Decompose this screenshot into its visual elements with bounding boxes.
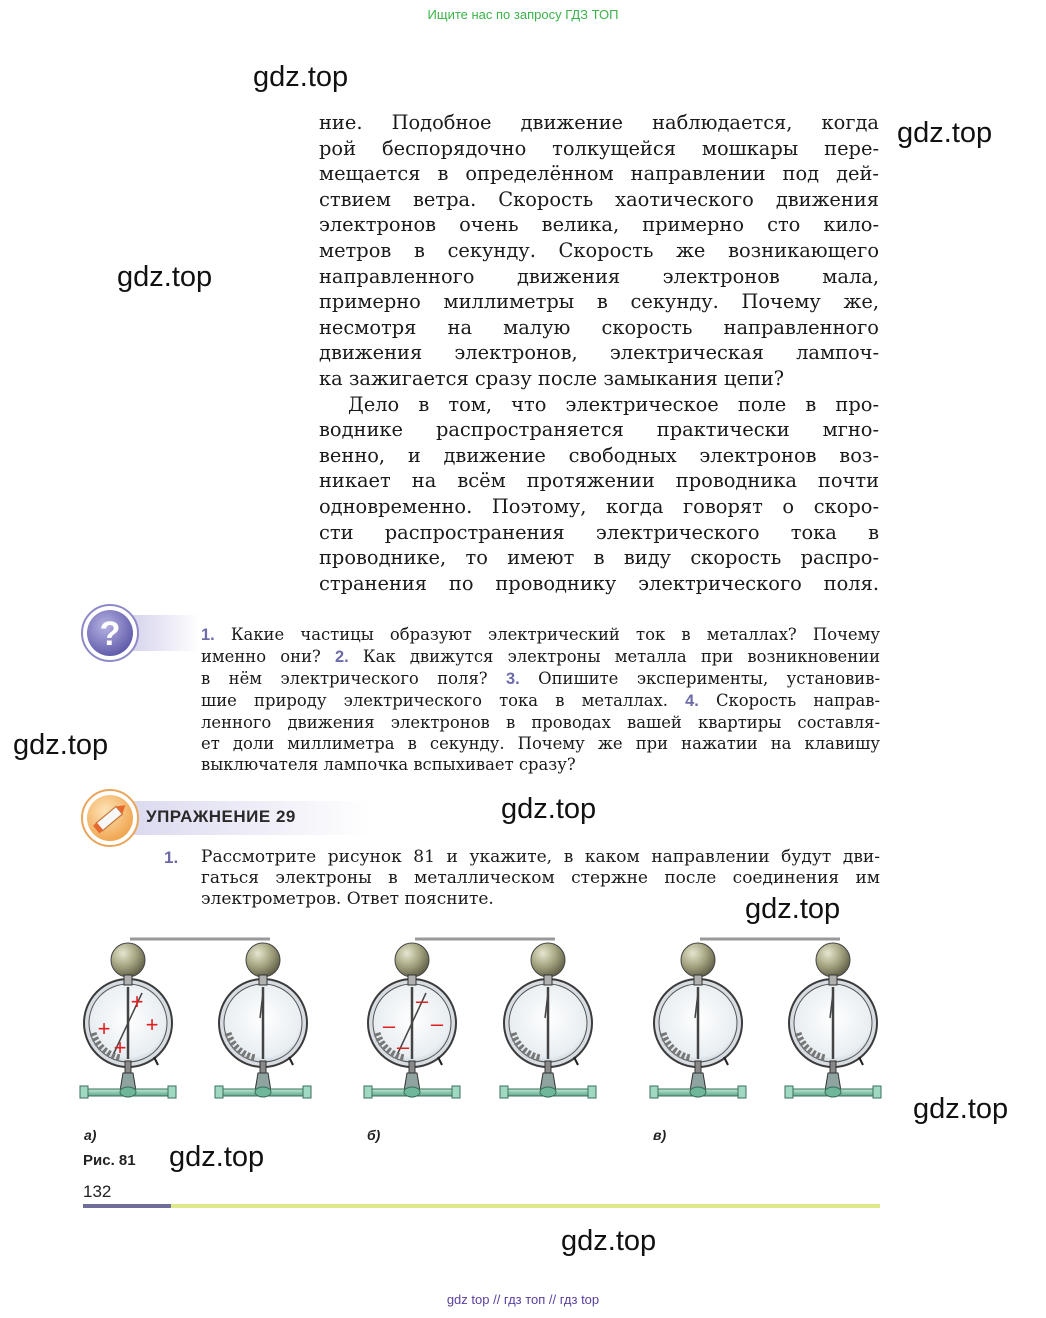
text-line: ствием ветра. Скорость хаотического движения — [319, 187, 879, 211]
question-number: 3. — [506, 670, 520, 688]
question-text: именно они? — [201, 647, 321, 666]
exercise-line: Рассмотрите рисунок 81 и укажите, в каком направлении будут дви- — [201, 847, 880, 867]
text-line: примерно миллиметры в секунду. Почему же, — [319, 290, 879, 314]
text-line: странения по проводнику электрического поля. — [319, 571, 879, 595]
svg-text:+: + — [97, 1016, 111, 1041]
question-text: Какие частицы образуют электрический ток в металлах? Почему — [230, 625, 880, 644]
question-number: 4. — [685, 692, 699, 710]
watermark: gdz.top — [897, 117, 993, 149]
footer-links: gdz top // гдз топ // гдз top — [446, 1292, 600, 1307]
svg-text:+: + — [113, 1035, 127, 1060]
text-line: Дело в том, что электрическое поле в про- — [348, 392, 879, 416]
svg-text:–: – — [396, 1034, 410, 1059]
watermark: gdz.top — [253, 61, 349, 93]
page-rule-dark — [83, 1204, 171, 1208]
exercise-line: электрометров. Ответ поясните. — [201, 889, 494, 909]
exercise-line: гаться электроны в металлическом стержне после соединения им — [201, 868, 880, 888]
electrometer-pair-c — [650, 939, 881, 1098]
text-line: метров в секунду. Скорость же возникающего — [319, 238, 879, 262]
question-number: 1. — [201, 626, 215, 644]
electrometer-c1 — [650, 943, 746, 1098]
text-line: мещается в определённом направлении под дей- — [319, 162, 879, 186]
watermark: gdz.top — [501, 793, 597, 825]
watermark: gdz.top — [169, 1141, 265, 1173]
question-text: выключателя лампочка вспыхивает сразу? — [201, 755, 576, 774]
text-line: воднике распространяется практически мгно- — [319, 418, 879, 442]
question-text: Опишите эксперименты, установив- — [538, 669, 880, 688]
questions-block — [201, 624, 880, 775]
figure-label-c: в) — [653, 1127, 667, 1143]
text-line: венно, и движение свободных электронов воз- — [319, 443, 879, 467]
svg-text:–: – — [430, 1011, 444, 1036]
exercise-number — [164, 847, 178, 869]
question-text: Как движутся электроны металла при возникновении — [362, 647, 880, 666]
text-line: ка зажигается сразу после замыкания цепи? — [319, 366, 785, 390]
svg-text:–: – — [382, 1013, 396, 1038]
text-line: никает на всём протяжении проводника почти — [319, 469, 879, 493]
text-line: направленного движения электронов мала, — [319, 264, 879, 288]
text-line: электронов очень велика, примерно сто кило- — [319, 213, 879, 237]
page-rule-light — [171, 1204, 880, 1208]
question-text: в нём электрического поля? — [201, 669, 488, 688]
electrometer-a2 — [215, 943, 311, 1098]
svg-text:–: – — [415, 988, 429, 1013]
watermark: gdz.top — [913, 1093, 1009, 1125]
figure-label-b: б) — [367, 1127, 381, 1143]
question-mark-icon — [80, 603, 200, 663]
figure-caption: Рис. 81 — [83, 1152, 136, 1169]
electrometer-pair-a — [80, 939, 311, 1098]
svg-text:+: + — [130, 989, 144, 1014]
electrometer-a1 — [80, 943, 176, 1098]
watermark: gdz.top — [13, 729, 109, 761]
text-line: рой беспорядочно толкущейся мошкары пере- — [319, 136, 879, 160]
electrometer-c2 — [785, 943, 881, 1098]
question-text: шие природу электрического тока в металлах. — [201, 691, 668, 710]
question-text: ет доли миллиметра в секунду. Почему же при нажатии на клавишу — [201, 734, 880, 753]
body-paragraph-2 — [319, 392, 879, 597]
electrometer-b2 — [500, 943, 596, 1098]
page-number: 132 — [83, 1182, 112, 1201]
watermark: gdz.top — [561, 1225, 657, 1257]
question-text: Скорость направ- — [715, 691, 880, 710]
question-number: 2. — [335, 648, 349, 666]
watermark: gdz.top — [745, 893, 841, 925]
text-line: одновременно. Поэтому, когда говорят о скоро- — [319, 494, 879, 518]
figure-label-a: а) — [84, 1127, 97, 1143]
svg-text:?: ? — [99, 615, 121, 653]
question-text: ленного движения электронов в проводах вашей квартиры составля- — [201, 713, 880, 732]
electrometer-b1 — [364, 943, 460, 1098]
exercise-text — [201, 847, 880, 910]
exercise-number-label: 1. — [164, 848, 179, 867]
text-line: проводнике, то имеют в виду скорость распро- — [319, 546, 879, 570]
text-line: сти распространения электрического тока в — [319, 520, 879, 544]
text-line: движения электронов, электрическая лампоч- — [319, 341, 879, 365]
watermark: gdz.top — [117, 261, 213, 293]
body-paragraph-1 — [319, 110, 879, 392]
electrometers-figure — [70, 930, 900, 1130]
exercise-title: УПРАЖНЕНИЕ 29 — [146, 807, 296, 826]
top-search-note: Ищите нас по запросу ГДЗ ТОП — [427, 7, 619, 22]
text-line: несмотря на малую скорость направленного — [319, 315, 879, 339]
text-line: ние. Подобное движение наблюдается, когда — [319, 111, 879, 134]
electrometer-pair-b — [364, 939, 596, 1098]
svg-text:+: + — [145, 1012, 159, 1037]
